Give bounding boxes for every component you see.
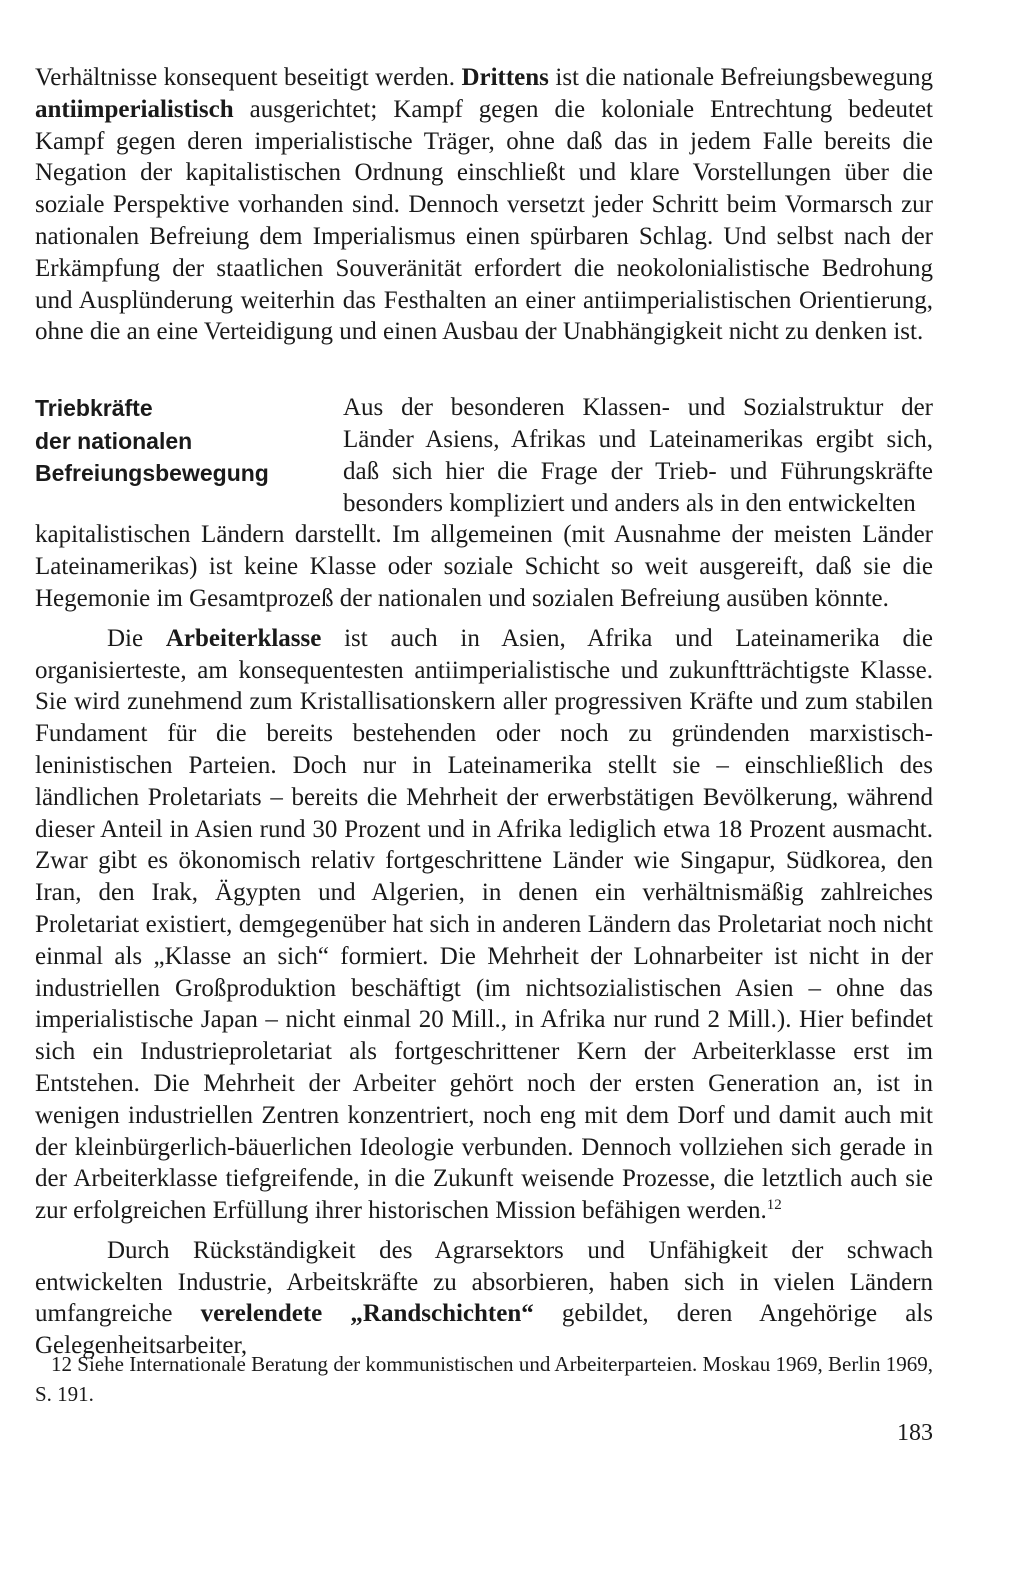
text-run: ist auch in Asien, Afrika und Lateinamerika die organisierteste, am konsequentesten antiimperialistische und zukunftträchtigste Klasse. Sie wird zunehmend zum Kristallisationskern aller progressiven Kräfte und zum stabilen Fundament für die bereits bestehenden oder noch zu gründenden marxistisch-leninistischen Parteien. Doch nur in Lateinamerika stellt sie – einschließlich des ländlichen Proletariats – bereits die Mehrheit der erwerbstätigen Bevölkerung, während dieser Anteil in Asien rund 30 Prozent und in Afrika lediglich etwa 18 Prozent ausmacht. Zwar gibt es ökonomisch relativ fortgeschrittene Länder wie Singapur, Südkorea, den Iran, den Irak, Ägypten und Algerien, in denen ein verhältnismäßig zahlreiches Proletariat existiert, demgegenüber hat sich in anderen Ländern das Proletariat noch nicht einmal als „Klasse an sich“ formiert. Die Mehrheit der Lohnarbeiter ist nicht in der industriellen Großproduktion beschäftigt (im nichtsozialistischen Asien – ohne das imperialistische Japan – nicht einmal 20 Mill., in Afrika nur rund 2 Mill.). Hier befindet sich ein Industrieproletariat als fortgeschrittener Kern der Arbeiterklasse erst im Entstehen. Die Mehrheit der Arbeiter gehört noch der ersten Generation an, ist in wenigen industriellen Zentren konzentriert, noch eng mit dem Dorf und damit auch mit der kleinbürgerlich-bäuerlichen Ideologie verbunden. Dennoch vollziehen sich gerade in der Arbeiterklasse tiefgreifende, in die Zukunft weisende Prozesse, die letztlich auch sie zur erfolgreichen Erfüllung ihrer historischen Mission befähigen werden. — [35, 624, 933, 1225]
page-body — [35, 62, 933, 1362]
footnote: 12 Siehe Internationale Beratung der kommunistischen und Arbeiterparteien. Moskau 1969, Berlin 1969, S. 191. — [35, 1352, 933, 1406]
paragraph-randschichten — [35, 1235, 933, 1362]
heading-line: der nationalen — [35, 427, 193, 454]
text-run: Durch Rückständigkeit des Agrarsektors und Unfähigkeit der schwach entwickelten Industrie, Arbeitskräfte zu absorbieren, haben sich in vielen Ländern umfangreiche — [35, 1236, 933, 1328]
section-triebkraefte — [35, 392, 933, 615]
bold-term: Drittens — [461, 64, 549, 91]
text-run: ausgerichtet; Kampf gegen die koloniale Entrechtung bedeutet Kampf gegen deren imperialistische Träger, ohne daß das in jedem Falle bereits die Negation der kapitalistischen Ordnung einschließt und klare Vorstellungen über die soziale Perspektive vorhanden sind. Dennoch versetzt jeder Schritt beim Vormarsch zur nationalen Befreiung dem Imperialismus einen spürbaren Schlag. Und selbst nach der Erkämpfung der staatlichen Souveränität erfordert die neokolonialistische Bedrohung und Ausplünderung weiterhin das Festhalten an einer antiimperialistischen Orientierung, ohne die an eine Verteidigung und einen Ausbau der Unabhängigkeit nicht zu denken ist. — [35, 95, 933, 346]
section-paragraph-rest: kapitalistischen Ländern darstellt. Im allgemeinen (mit Ausnahme der meisten Länder Lateinamerikas) ist keine Klasse oder soziale Schicht so weit ausgereift, daß sie die Hegemonie im Gesamtprozeß der nationalen und sozialen Befreiung ausüben könnte. — [35, 521, 933, 612]
section-heading — [35, 392, 325, 490]
bold-term: antiimperialistisch — [35, 95, 234, 123]
paragraph-intro — [35, 62, 933, 348]
footnote-ref[interactable]: 12 — [766, 1197, 782, 1214]
text-run: ist die nationale Befreiungsbewegung — [548, 64, 933, 91]
page-number: 183 — [897, 1420, 933, 1446]
text-run: gebildet, deren Angehörige als Gelegenheitsarbeiter, — [35, 1300, 933, 1360]
heading-line: Triebkräfte — [35, 395, 153, 422]
bold-term: verelendete „Randschichten“ — [200, 1300, 534, 1328]
heading-line: Befreiungsbewegung — [35, 460, 269, 487]
section-paragraph-first: Aus der besonderen Klassen- und Sozialstruktur der Länder Asiens, Afrikas und Lateinamerikas ergibt sich, daß sich hier die Frage der Trieb- und Führungskräfte besonders kompliziert und anders als in den entwickelten — [343, 394, 933, 517]
bold-term: Arbeiterklasse — [165, 624, 322, 652]
paragraph-arbeiterklasse — [35, 623, 933, 1227]
text-run: Verhältnisse konsequent beseitigt werden. — [35, 64, 462, 91]
text-run: Die — [107, 624, 166, 652]
